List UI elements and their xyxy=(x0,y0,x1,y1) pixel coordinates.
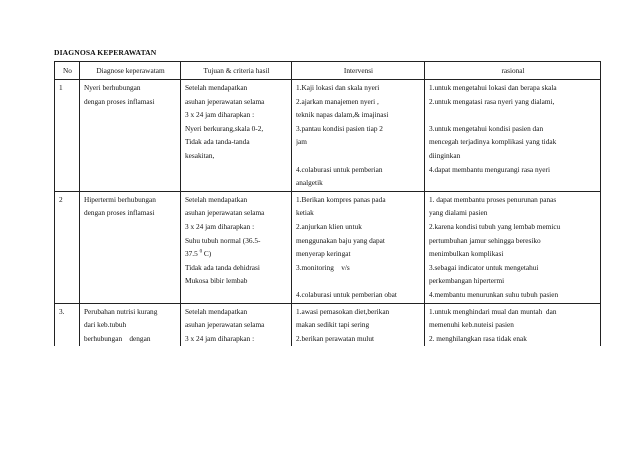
cell-line: 1.untuk mengetahui lokasi dan berapa skala xyxy=(429,83,557,92)
temperature-text: 37.5 xyxy=(185,249,198,259)
cell-line: asuhan jeperawatan selama xyxy=(185,208,265,218)
cell-line: Hipertermi berhubungan xyxy=(84,194,156,204)
line-gap xyxy=(296,149,421,163)
table-row xyxy=(55,303,601,346)
cell-line: menimbulkan komplikasi xyxy=(429,249,504,259)
line-gap xyxy=(429,108,597,122)
rasional-cell xyxy=(425,80,601,192)
cell-line: 1.untuk menghindari mual dan muntah dan xyxy=(429,306,557,316)
cell-line: 4.membantu menurunkan suhu tubuh pasien xyxy=(429,289,559,299)
cell-line: 1 xyxy=(59,83,63,92)
cell-line: 2.berikan perawatan mulut xyxy=(296,333,375,343)
cell-line: Setelah mendapatkan xyxy=(185,194,248,204)
cell-line: makan sedikit tapi sering xyxy=(296,320,370,330)
cell-line: 3 x 24 jam diharapkan : xyxy=(185,333,255,343)
row-number xyxy=(55,80,80,192)
cell-line: Setelah mendapatkan xyxy=(185,306,248,316)
line-gap xyxy=(296,274,421,288)
cell-line: analgetik xyxy=(296,178,323,188)
row-number xyxy=(55,303,80,346)
document-heading: DIAGNOSA KEPERAWATAN xyxy=(54,48,157,57)
cell-line: berhubungan dengan xyxy=(84,333,151,343)
cell-line: pertumbuhan jamur sehingga beresiko xyxy=(429,235,541,245)
intervensi-cell xyxy=(292,303,425,346)
cell-line xyxy=(185,247,288,261)
cell-line: 3.pantau kondisi pasien tiap 2 xyxy=(296,123,383,133)
header-rasional: rasional xyxy=(425,62,601,80)
header-intervensi: Intervensi xyxy=(292,62,425,80)
cell-line: Suhu tubuh normal (36.5- xyxy=(185,235,261,245)
unit-text: C) xyxy=(202,249,212,259)
cell-line: 2.karena kondisi tubuh yang lembab memicu xyxy=(429,221,561,231)
intervensi-cell xyxy=(292,191,425,303)
cell-line: Mukosa bibir lembab xyxy=(185,276,248,286)
table-row xyxy=(55,191,601,303)
cell-line: Nyeri berkurang,skala 0-2, xyxy=(185,123,264,133)
cell-line: asuhan jeperawatan selama xyxy=(185,320,265,330)
cell-line: 3.monitoring v/s xyxy=(296,262,350,272)
degree-superscript: 0 xyxy=(199,249,203,255)
tujuan-cell xyxy=(181,191,292,303)
cell-line: 4.colaburasi untuk pemberian xyxy=(296,164,383,174)
cell-line: 1. dapat membantu proses penurunan panas xyxy=(429,194,557,204)
header-no: No xyxy=(55,62,80,80)
cell-line: mencegah terjadinya komplikasi yang tidak xyxy=(429,137,557,147)
cell-line: 3.untuk mengetahui kondisi pasien dan xyxy=(429,123,544,133)
cell-line: Setelah mendapatkan xyxy=(185,83,248,92)
cell-line: 2.anjurkan klien untuk xyxy=(296,221,362,231)
cell-line: kesakitan, xyxy=(185,150,215,160)
cell-line: dengan proses inflamasi xyxy=(84,208,155,218)
cell-line: Tidak ada tanda-tanda xyxy=(185,137,250,147)
document-page xyxy=(54,48,600,346)
diagnose-cell xyxy=(80,303,181,346)
cell-line: 2.untuk mengatasi rasa nyeri yang dialami, xyxy=(429,96,555,106)
cell-line: Perubahan nutrisi kurang xyxy=(84,306,158,316)
cell-line: menggunakan baju yang dapat xyxy=(296,235,385,245)
cell-line: 1.awasi pemasokan diet,berikan xyxy=(296,306,390,316)
header-tujuan: Tujuan & criteria hasil xyxy=(181,62,292,80)
diagnose-cell xyxy=(80,80,181,192)
tujuan-cell xyxy=(181,80,292,192)
rasional-cell xyxy=(425,303,601,346)
cell-line: Tidak ada tanda dehidrasi xyxy=(185,262,260,272)
table-row xyxy=(55,80,601,192)
cell-line: 3.sebagai indicator untuk mengetahui xyxy=(429,262,539,272)
cell-line: 2.ajarkan manajemen nyeri , xyxy=(296,96,379,106)
tujuan-cell xyxy=(181,303,292,346)
cell-line: dari keb.tubuh xyxy=(84,320,127,330)
cell-line: teknik napas dalam,& imajinasi xyxy=(296,110,389,120)
cell-line: 4.dapat membantu mengurangi rasa nyeri xyxy=(429,164,550,174)
cell-line: asuhan jeperawatan selama xyxy=(185,96,265,106)
cell-line: 3. xyxy=(59,306,65,316)
cell-line: ketiak xyxy=(296,208,314,218)
cell-line: 3 x 24 jam diharapkan : xyxy=(185,221,255,231)
cell-line: 2. menghilangkan rasa tidak enak xyxy=(429,333,527,343)
header-diagnose: Diagnose keperawatam xyxy=(80,62,181,80)
nursing-diagnosis-table xyxy=(54,61,601,346)
cell-line: 2 xyxy=(59,194,63,204)
cell-line: dengan proses inflamasi xyxy=(84,96,155,106)
cell-line: 3 x 24 jam diharapkan : xyxy=(185,110,255,120)
diagnose-cell xyxy=(80,191,181,303)
cell-line: 4.colaburasi untuk pemberian obat xyxy=(296,289,397,299)
cell-line: jam xyxy=(296,137,307,147)
cell-line: Nyeri berhubungan xyxy=(84,83,141,92)
cell-line: perkembangan hipertermi xyxy=(429,276,505,286)
table-header-row xyxy=(55,62,601,80)
row-number xyxy=(55,191,80,303)
rasional-cell xyxy=(425,191,601,303)
cell-line: yang dialami pasien xyxy=(429,208,488,218)
cell-line: diinginkan xyxy=(429,150,461,160)
intervensi-cell xyxy=(292,80,425,192)
cell-line: 1.Kaji lokasi dan skala nyeri xyxy=(296,83,380,92)
cell-line: memenuhi keb.nuteisi pasien xyxy=(429,320,514,330)
cell-line: 1.Berikan kompres panas pada xyxy=(296,194,386,204)
cell-line: menyerap keringat xyxy=(296,249,351,259)
